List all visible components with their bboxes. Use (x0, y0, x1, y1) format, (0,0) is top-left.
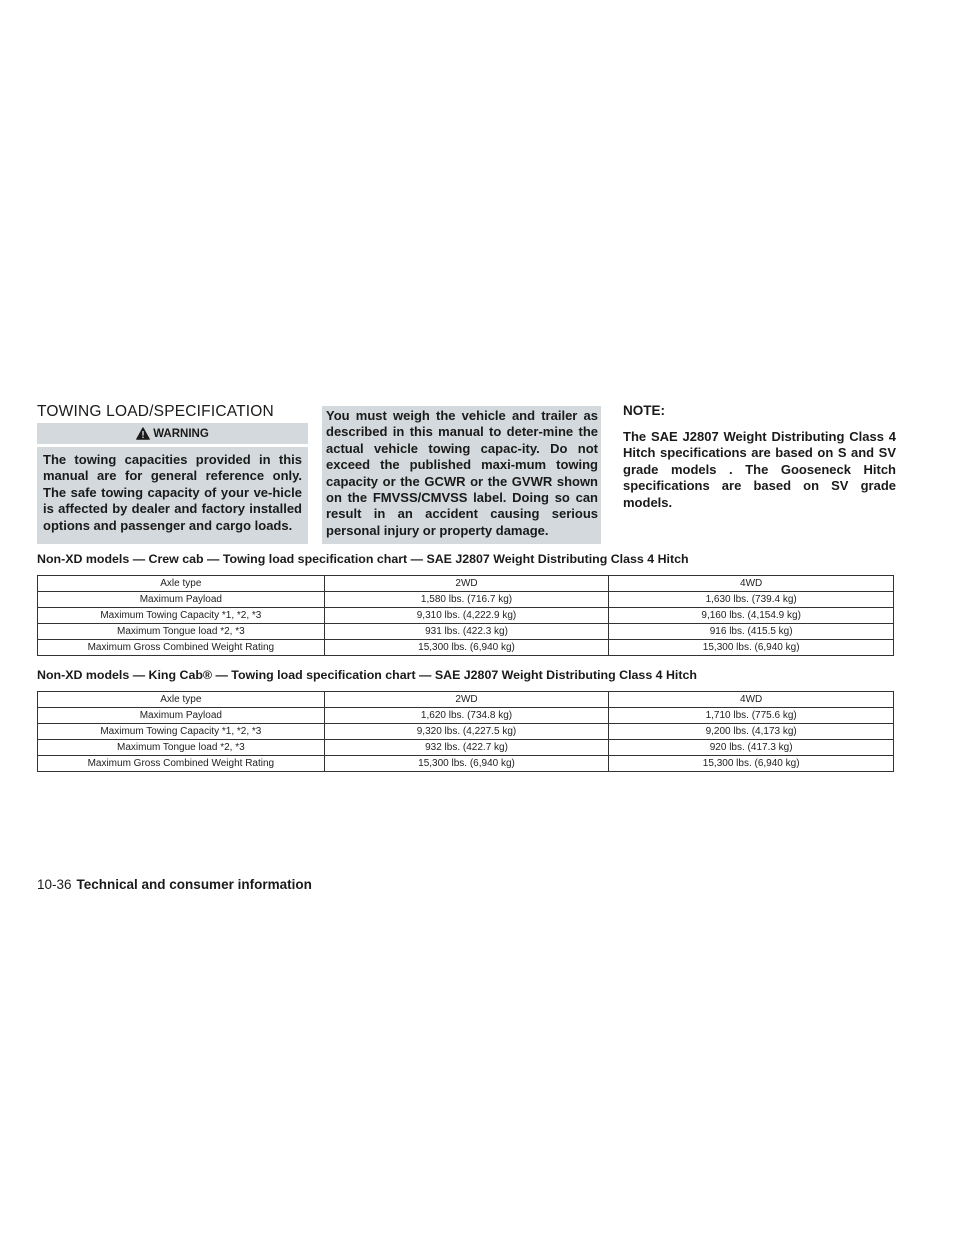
table-cell: 916 lbs. (415.5 kg) (609, 624, 894, 640)
table-header-cell: Axle type (38, 692, 325, 708)
table-header-row (38, 576, 894, 592)
table-cell: Maximum Payload (38, 708, 325, 724)
page-number: 10-36 (37, 877, 72, 892)
spec-table-king-cab (37, 691, 894, 772)
warning-triangle-icon (136, 427, 150, 440)
table-row (38, 708, 894, 724)
warning-text-1: The towing capacities provided in this manual are for general reference only. The safe towing capacity of your ve-hicle is affected by dealer and factory installed options and passenger and cargo loads. (43, 452, 302, 533)
table-cell: 15,300 lbs. (6,940 kg) (609, 756, 894, 772)
table-title-king-cab: Non-XD models — King Cab® — Towing load specification chart — SAE J2807 Weight Distributing Class 4 Hitch (37, 668, 697, 682)
warning-body-1 (37, 447, 308, 544)
table-cell: 9,200 lbs. (4,173 kg) (609, 724, 894, 740)
table-cell: 9,160 lbs. (4,154.9 kg) (609, 608, 894, 624)
table-header-cell: 4WD (609, 692, 894, 708)
table-header-cell: 4WD (609, 576, 894, 592)
table-cell: Maximum Towing Capacity *1, *2, *3 (38, 724, 325, 740)
table-row (38, 624, 894, 640)
warning-header (37, 423, 308, 444)
table-row (38, 592, 894, 608)
table-cell: 15,300 lbs. (6,940 kg) (609, 640, 894, 656)
page-footer (37, 877, 312, 892)
table-cell: Maximum Tongue load *2, *3 (38, 740, 325, 756)
table-title-crew-cab: Non-XD models — Crew cab — Towing load specification chart — SAE J2807 Weight Distributing Class 4 Hitch (37, 552, 689, 566)
table-row (38, 640, 894, 656)
table-row (38, 756, 894, 772)
table-cell: Maximum Towing Capacity *1, *2, *3 (38, 608, 325, 624)
section-title: TOWING LOAD/SPECIFICATION (37, 403, 274, 420)
table-cell: Maximum Gross Combined Weight Rating (38, 640, 325, 656)
table-cell: Maximum Gross Combined Weight Rating (38, 756, 325, 772)
table-cell: 15,300 lbs. (6,940 kg) (324, 640, 609, 656)
note-text: The SAE J2807 Weight Distributing Class 4 Hitch specifications are based on S and SV grade models . The Gooseneck Hitch specifications are based on SV grade models. (623, 429, 896, 510)
table-row (38, 724, 894, 740)
table-cell: 1,620 lbs. (734.8 kg) (324, 708, 609, 724)
table-cell: 931 lbs. (422.3 kg) (324, 624, 609, 640)
warning-text-2: You must weigh the vehicle and trailer as described in this manual to deter-mine the actual vehicle towing capac-ity. Do not exceed the published maxi-mum towing capacity or the GCWR or the GVWR shown on the FMVSS/CMVSS label. Doing so can result in an accident causing serious personal injury or property damage. (326, 408, 598, 538)
table-header-cell: 2WD (324, 692, 609, 708)
table-row (38, 740, 894, 756)
table-row (38, 608, 894, 624)
spec-table-crew-cab (37, 575, 894, 656)
note-label: NOTE: (623, 403, 665, 418)
chapter-title: Technical and consumer information (76, 877, 312, 892)
table-cell: 9,310 lbs. (4,222.9 kg) (324, 608, 609, 624)
table-header-cell: Axle type (38, 576, 325, 592)
table-cell: 9,320 lbs. (4,227.5 kg) (324, 724, 609, 740)
table-cell: 920 lbs. (417.3 kg) (609, 740, 894, 756)
table-header-row (38, 692, 894, 708)
table-cell: 15,300 lbs. (6,940 kg) (324, 756, 609, 772)
table-cell: 1,580 lbs. (716.7 kg) (324, 592, 609, 608)
warning-body-2 (322, 406, 601, 544)
table-cell: Maximum Payload (38, 592, 325, 608)
table-cell: Maximum Tongue load *2, *3 (38, 624, 325, 640)
table-cell: 1,630 lbs. (739.4 kg) (609, 592, 894, 608)
table-cell: 1,710 lbs. (775.6 kg) (609, 708, 894, 724)
note-block (623, 403, 896, 511)
table-cell: 932 lbs. (422.7 kg) (324, 740, 609, 756)
warning-label: WARNING (153, 427, 209, 440)
table-header-cell: 2WD (324, 576, 609, 592)
